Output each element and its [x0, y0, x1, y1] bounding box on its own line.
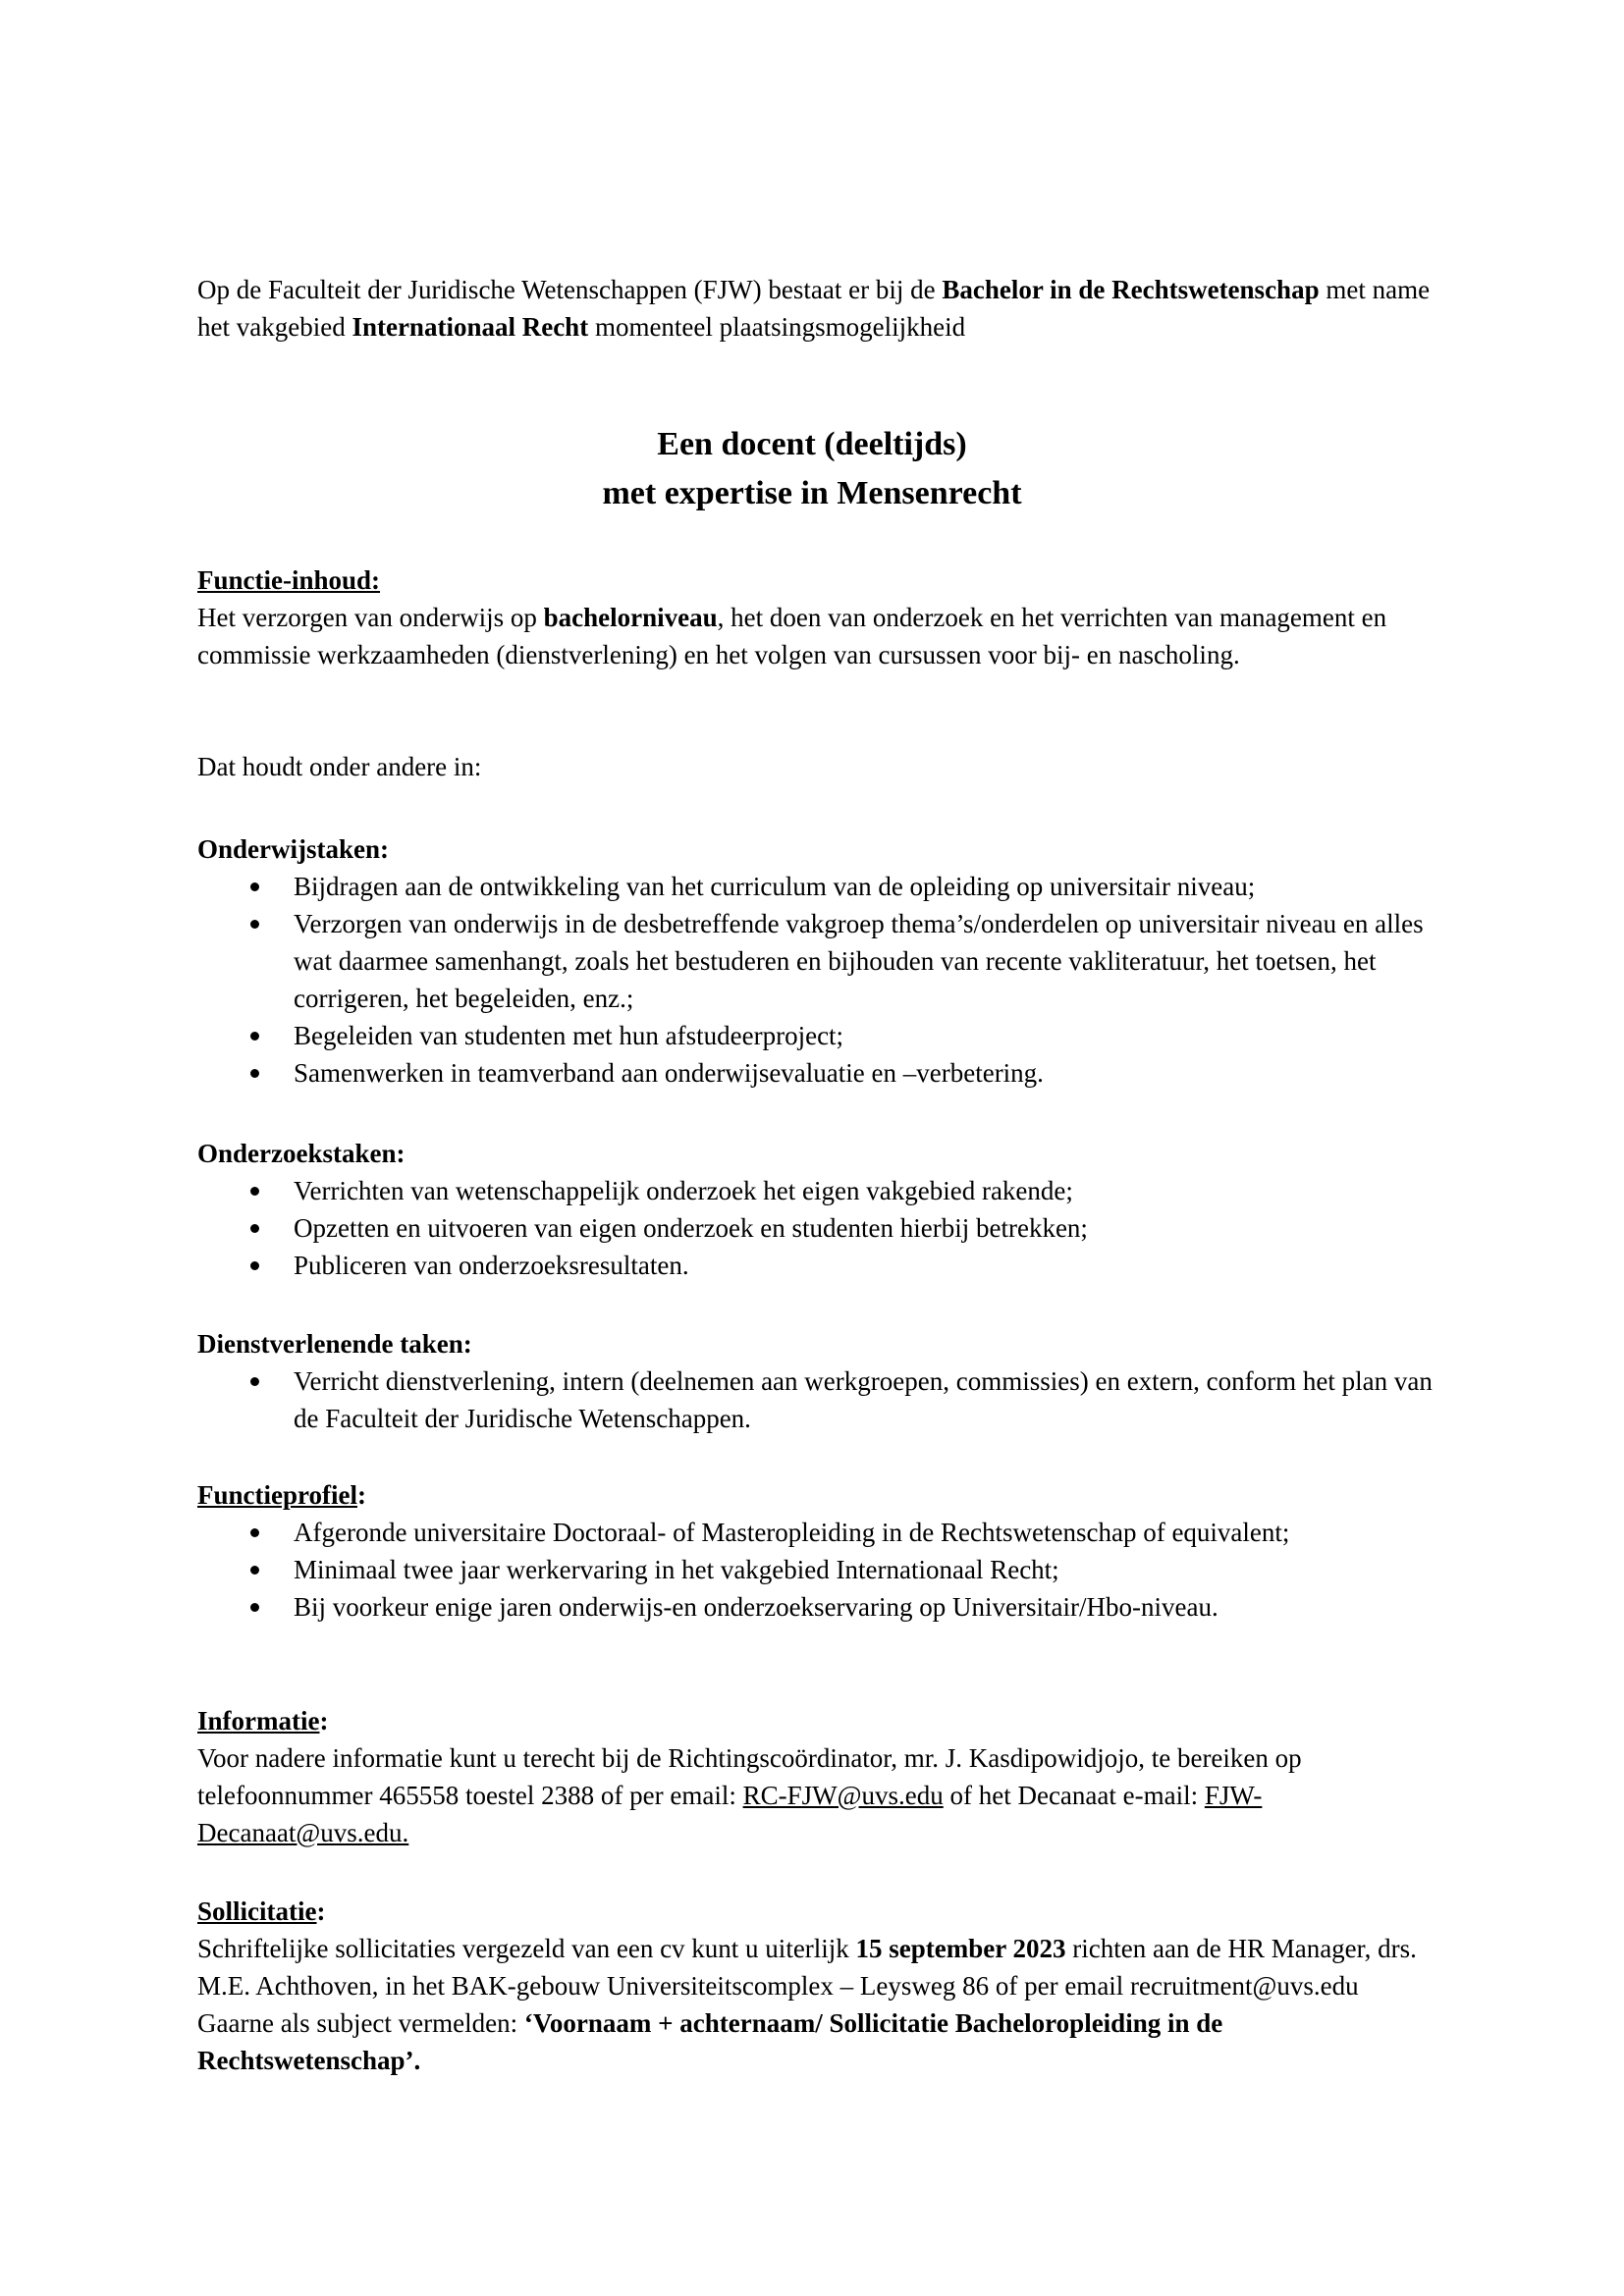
section-heading: Onderzoekstaken:	[197, 1139, 406, 1168]
deadline-date: 15 september 2023	[855, 1934, 1066, 1963]
intro-text-3: momenteel plaatsingsmogelijkheid	[588, 312, 966, 342]
heading-colon: :	[316, 1896, 326, 1926]
bullet-dot	[250, 1032, 259, 1041]
bullet-dot	[250, 1069, 259, 1078]
list-item-text: Verricht dienstverlening, intern (deelnemen aan werkgroepen, commissies) en extern, conform het plan van de Faculteit der Juridische Wetenschappen.	[294, 1366, 1433, 1433]
email-subject: ‘Voornaam + achternaam/ Sollicitatie Bacheloropleiding in de Rechtswetenschap’.	[197, 2008, 1223, 2075]
sub-intro-text: Dat houdt onder andere in:	[197, 752, 482, 781]
list-item	[197, 1362, 1444, 1437]
email-link-rc-fjw[interactable]: RC-FJW@uvs.edu	[742, 1781, 944, 1810]
list-item	[197, 1247, 1444, 1284]
list-item-text: Bijdragen aan de ontwikkeling van het curriculum van de opleiding op universitair niveau;	[294, 872, 1256, 901]
bullet-dot	[250, 1261, 259, 1270]
list-item-text: Verzorgen van onderwijs in de desbetreffende vakgroep thema’s/onderdelen op universitair niveau en alles wat daarmee samenhangt, zoals het bestuderen en bijhouden van recente vakliteratuur, het toetsen, het corrigeren, het begeleiden, enz.;	[294, 909, 1424, 1013]
list-item-text: Verrichten van wetenschappelijk onderzoek het eigen vakgebied rakende;	[294, 1176, 1073, 1205]
section-heading: Informatie	[197, 1706, 320, 1735]
list-item-text: Begeleiden van studenten met hun afstudeerproject;	[294, 1021, 844, 1050]
vacancy-title-line-1: Een docent (deeltijds)	[657, 426, 967, 462]
bullet-list	[197, 868, 1444, 1092]
bullet-list	[197, 1172, 1444, 1284]
intro-text-1: Op de Faculteit der Juridische Wetenschappen (FJW) bestaat er bij de	[197, 275, 943, 304]
section-functie-inhoud	[197, 561, 1444, 673]
intro-bold-vakgebied: Internationaal Recht	[352, 312, 589, 342]
bullet-list	[197, 1362, 1444, 1437]
bullet-list	[197, 1514, 1444, 1626]
sollicitatie-text-1: Schriftelijke sollicitaties vergezeld van een cv kunt u uiterlijk	[197, 1934, 856, 1963]
intro-paragraph	[197, 271, 1444, 346]
list-item-text: Publiceren van onderzoeksresultaten.	[294, 1251, 689, 1280]
list-item	[197, 1017, 1444, 1054]
functie-inhoud-text-1: Het verzorgen van onderwijs op	[197, 603, 544, 632]
list-item	[197, 1172, 1444, 1209]
intro-text-2: met name het vakgebied	[197, 275, 1431, 342]
heading-colon: :	[356, 1480, 366, 1510]
list-item	[197, 1209, 1444, 1247]
list-item	[197, 868, 1444, 905]
email-link-decanaat[interactable]: FJW-Decanaat@uvs.edu.	[197, 1781, 1263, 1847]
section-heading: Functieprofiel	[197, 1480, 357, 1510]
list-item	[197, 1054, 1444, 1092]
section-onderzoekstaken	[197, 1135, 1444, 1284]
informatie-text-1: Voor nadere informatie kunt u terecht bij de Richtingscoördinator, mr. J. Kasdipowidjojo, te bereiken op telefoonnummer 465558 toestel 2388 of per email:	[197, 1743, 1302, 1810]
sollicitatie-text-3: Gaarne als subject vermelden:	[197, 2008, 524, 2038]
bullet-dot	[250, 1377, 259, 1386]
intro-bold-bachelor: Bachelor in de Rechtswetenschap	[942, 275, 1320, 304]
bullet-dot	[250, 1603, 259, 1612]
bullet-dot	[250, 1566, 259, 1575]
heading-colon: :	[319, 1706, 329, 1735]
section-onderwijstaken	[197, 830, 1444, 1092]
section-heading: Onderwijstaken:	[197, 834, 389, 864]
functie-inhoud-bold: bachelorniveau	[543, 603, 718, 632]
functie-inhoud-sub	[197, 748, 1444, 785]
list-item-text: Opzetten en uitvoeren van eigen onderzoek en studenten hierbij betrekken;	[294, 1213, 1088, 1243]
section-heading: Sollicitatie	[197, 1896, 317, 1926]
list-item-text: Minimaal twee jaar werkervaring in het vakgebied Internationaal Recht;	[294, 1555, 1059, 1584]
list-item-text: Afgeronde universitaire Doctoraal- of Masteropleiding in de Rechtswetenschap of equivalent;	[294, 1518, 1290, 1547]
bullet-dot	[250, 1528, 259, 1537]
bullet-dot	[250, 882, 259, 891]
bullet-dot	[250, 920, 259, 929]
section-informatie	[197, 1702, 1444, 1851]
list-item-text: Samenwerken in teamverband aan onderwijsevaluatie en –verbetering.	[294, 1058, 1044, 1088]
list-item	[197, 905, 1444, 1017]
bullet-dot	[250, 1224, 259, 1233]
vacancy-title-line-2: met expertise in Mensenrecht	[602, 475, 1022, 511]
functie-inhoud-text-2: , het doen van onderzoek en het verrichten van management en commissie werkzaamheden (dienstverlening) en het volgen van cursussen voor bij- en nascholing.	[197, 603, 1387, 669]
list-item	[197, 1588, 1444, 1626]
list-item	[197, 1514, 1444, 1551]
section-dienstverlenende	[197, 1325, 1444, 1437]
vacancy-title	[0, 420, 1624, 518]
list-item	[197, 1551, 1444, 1588]
section-sollicitatie	[197, 1893, 1444, 2079]
section-heading: Dienstverlenende taken:	[197, 1329, 472, 1359]
bullet-dot	[250, 1187, 259, 1196]
section-functieprofiel	[197, 1476, 1444, 1626]
sollicitatie-text-2: richten aan de HR Manager, drs. M.E. Achthoven, in het BAK-gebouw Universiteitscomplex – Leysweg 86 of per email recruitment@uvs.edu	[197, 1934, 1417, 2001]
informatie-text-2: of het Decanaat e-mail:	[943, 1781, 1205, 1810]
section-heading: Functie-inhoud:	[197, 565, 381, 595]
list-item-text: Bij voorkeur enige jaren onderwijs-en onderzoekservaring op Universitair/Hbo-niveau.	[294, 1592, 1218, 1622]
